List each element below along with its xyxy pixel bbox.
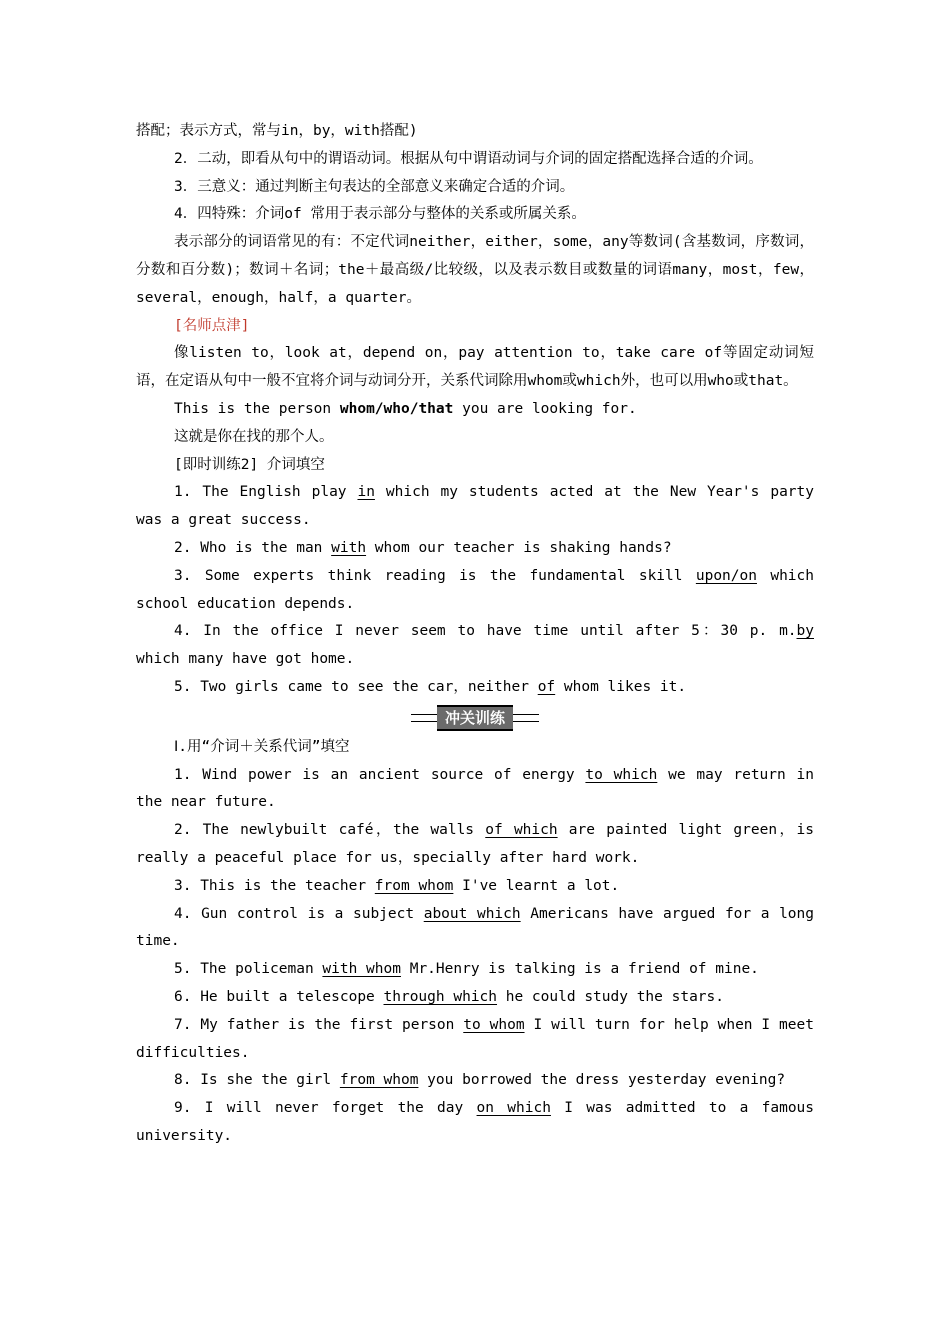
practice2-list [136, 479, 814, 701]
example-bold: whom/who/that [339, 400, 454, 417]
item-before: 6. He built a telescope [174, 988, 384, 1005]
banner-right-bar [513, 714, 539, 722]
item-before: 5. Two girls came to see the car，neither [174, 678, 538, 695]
tip-heading: [名师点津] [174, 317, 250, 334]
answer-blank: upon/on [695, 567, 757, 584]
list-item [136, 479, 814, 535]
item-before: 1. The English play [174, 484, 358, 501]
answer-blank: on which [476, 1100, 551, 1117]
list-item [136, 873, 814, 901]
rule-4: 4．四特殊：介词of 常用于表示部分与整体的关系或所属关系。 [174, 206, 586, 223]
item-after: Americans have argued for a long time. [136, 905, 815, 950]
item-before: 7. My father is the first person [174, 1016, 464, 1033]
item-before: 3. This is the teacher [174, 877, 375, 894]
item-after: he could study the stars. [497, 988, 724, 1005]
tip-example [136, 396, 814, 424]
answer-blank: about which [423, 905, 521, 922]
section1-heading: Ⅰ.用“介词＋关系代词”填空 [174, 738, 350, 755]
item-before: 2. The newlybuilt café，the walls [174, 822, 486, 839]
list-item [136, 563, 814, 619]
item-after: I was admitted to a famous university. [136, 1100, 815, 1144]
list-item [136, 984, 814, 1012]
answer-blank: through which [383, 988, 498, 1005]
item-after: which school education depends. [136, 567, 814, 612]
answer-blank: to which [585, 766, 658, 783]
list-item [136, 956, 814, 984]
answer-blank: by [796, 623, 814, 640]
answer-blank: to whom [463, 1016, 525, 1033]
answer-blank: with whom [322, 961, 401, 978]
list-item [136, 1095, 814, 1151]
list-item [136, 618, 814, 674]
item-after: whom our teacher is shaking hands? [366, 539, 672, 556]
item-after: I've learnt a lot. [453, 877, 620, 894]
list-item [136, 1067, 814, 1095]
answer-blank: of which [485, 822, 558, 839]
item-after: I will turn for help when I meet difficulties. [136, 1016, 814, 1061]
tip-translation: 这就是你在找的那个人。 [174, 428, 334, 445]
rule-2: 2．二动，即看从句中的谓语动词。根据从句中谓语动词与介词的固定搭配选择合适的介词。 [174, 150, 763, 167]
item-after: Mr.Henry is talking is a friend of mine. [400, 961, 759, 978]
item-before: 4. In the office I never seem to have time until after 5：30 p. m. [174, 623, 797, 640]
item-before: 5. The policeman [174, 961, 323, 978]
item-after: we may return in the near future. [136, 766, 814, 811]
item-after: which many have got home. [136, 651, 355, 668]
example-before: This is the person [174, 400, 340, 417]
list-item [136, 1012, 814, 1068]
rule-4-detail: 表示部分的词语常见的有：不定代词neither，either，some，any等数词(含基数词，序数词，分数和百分数)；数词＋名词；the＋最高级/比较级，以及表示数目或数量的词语many，most，few，several，enough，half，a quarter。 [136, 234, 814, 306]
answer-blank: in [357, 484, 375, 501]
document-page [136, 118, 814, 1151]
section-banner [136, 702, 814, 734]
answer-blank: with [331, 539, 367, 556]
banner-title: 冲关训练 [437, 705, 513, 731]
list-item [136, 674, 814, 702]
item-before: 8. Is she the girl [174, 1072, 340, 1089]
item-before: 1. Wind power is an ancient source of energy [174, 766, 586, 783]
item-after: are painted light green，is really a peaceful place for us，specially after hard work. [136, 822, 814, 866]
rule-3: 3．三意义：通过判断主句表达的全部意义来确定合适的介词。 [174, 178, 575, 195]
list-item [136, 762, 814, 818]
item-before: 2. Who is the man [174, 539, 332, 556]
example-after: you are looking for. [453, 400, 637, 417]
practice2-heading: [即时训练2] 介词填空 [174, 456, 325, 473]
item-after: you borrowed the dress yesterday evening? [418, 1072, 786, 1089]
item-after: which my students acted at the New Year's party was a great success. [136, 484, 814, 529]
list-item [136, 901, 814, 957]
item-after: whom likes it. [555, 678, 687, 695]
answer-blank: of [537, 678, 556, 695]
list-item [136, 817, 814, 873]
item-before: 4. Gun control is a subject [174, 905, 424, 922]
intro-line: 搭配；表示方式，常与in，by，with搭配) [136, 123, 418, 139]
answer-blank: from whom [339, 1072, 419, 1089]
banner-left-bar [411, 714, 437, 722]
item-before: 9. I will never forget the day [174, 1100, 477, 1117]
answer-blank: from whom [374, 877, 454, 894]
item-before: 3. Some experts think reading is the fundamental skill [174, 567, 696, 584]
tip-body: 像listen to，look at，depend on，pay attention to，take care of等固定动词短语，在定语从句中一般不宜将介词与动词分开，关系代词除用whom或which外，也可以用who或that。 [136, 345, 814, 390]
section1-list [136, 762, 814, 1151]
list-item [136, 535, 814, 563]
